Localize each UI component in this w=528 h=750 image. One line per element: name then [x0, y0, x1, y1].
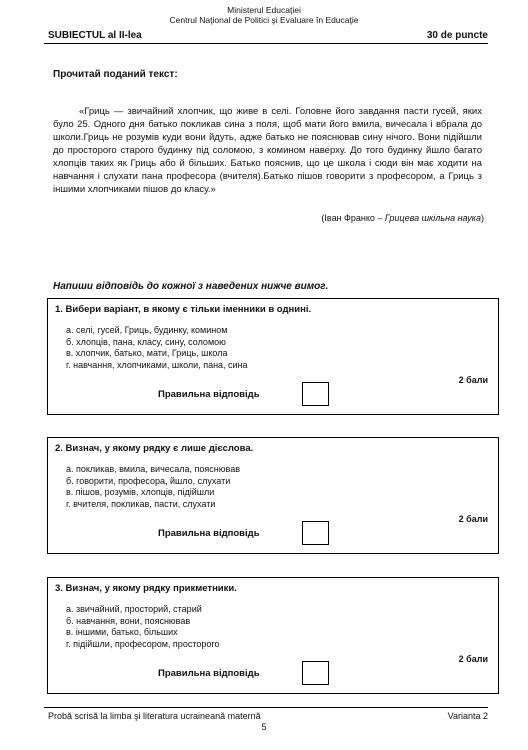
reading-passage: «Гриць — звичайний хлопчик, що живе в селі. Головне його завдання пасти гусей, яких було 25. Одного дня батько покликав сина з поля, щоб мати його вмила, вичесала і вбрала до школи.Гриць не розумів куди вони йдуть, адже батько не пояснював сину нічого. Вони підійшли до просторого старого будинку під соломою, з комином наверху. До того будинку йшло багато хлопців таких як Гриць або й більших. Батько пояснив, що це школа і сюди він має ходити на навчання і слухати пана професора (вчителя).Батько пішов говорити з професором, а Гриць з іншими хлопчиками пішов до класу.»	[53, 106, 482, 195]
passage-source	[321, 213, 484, 223]
option-list	[66, 604, 219, 650]
subject-points: 30 de puncte	[426, 30, 488, 41]
option-list	[66, 325, 248, 371]
ministry-name: Ministerul Educaţiei	[227, 5, 301, 15]
option-c: в. пішов, розумів, хлопців, підійшли	[66, 487, 215, 497]
footer-variant: Varianta 2	[447, 711, 488, 721]
option-a: а. селі, гусей, Гриць, будинку, комином	[66, 325, 228, 335]
footer-exam-title: Probă scrisă la limba şi literatura ucraineană maternă	[48, 711, 261, 721]
center-name: Centrul Naţional de Politici şi Evaluare în Educaţie	[169, 15, 359, 25]
source-author: (Іван Франко –	[321, 213, 385, 223]
option-d: г. навчання, хлопчиками, школи, пана, сина	[66, 359, 248, 370]
answer-box[interactable]	[302, 661, 329, 685]
option-d: г. підійшли, професором, просторого	[66, 638, 220, 649]
answer-label: Правильна відповідь	[158, 389, 260, 400]
option-list	[66, 464, 240, 510]
answer-label: Правильна відповідь	[158, 668, 260, 679]
question-box-2	[47, 437, 499, 554]
source-close: )	[481, 213, 484, 223]
option-c: в. іншими, батько, більших	[66, 627, 178, 637]
question-points: 2 бали	[458, 514, 488, 524]
question-title: 3. Визнач, у якому рядку прикметники.	[55, 583, 237, 594]
option-b: б. говорити, професора, йшло, слухати	[66, 475, 231, 486]
source-title: Грицева шкільна наука	[384, 213, 481, 223]
subject-title: SUBIECTUL al II-lea	[48, 30, 142, 41]
question-title: 2. Визнач, у якому рядку є лише дієслова.	[55, 443, 254, 454]
footer-rule	[44, 707, 488, 708]
task-instruction: Напиши відповідь до кожної з наведених нижче вимог.	[53, 281, 329, 292]
page-number: 5	[261, 722, 267, 732]
question-points: 2 бали	[458, 654, 488, 664]
option-d: г. вчителя, покликав, пасти, слухати	[66, 498, 216, 509]
answer-label: Правильна відповідь	[158, 528, 260, 539]
reading-prompt: Прочитай поданий текст:	[53, 69, 178, 80]
header-rule	[44, 43, 488, 44]
option-c: в. хлопчик, батько, мати, Гриць, школа	[66, 348, 228, 358]
question-points: 2 бали	[458, 375, 488, 385]
question-title: 1. Вибери варіант, в якому є тільки іменники в однині.	[55, 304, 312, 315]
option-b: б. хлопців, пана, класу, сину, соломою	[66, 336, 226, 347]
answer-box[interactable]	[302, 382, 329, 406]
question-box-3	[47, 577, 499, 694]
option-b: б. навчання, вони, пояснював	[66, 615, 191, 626]
option-a: а. звичайний, просторий, старий	[66, 604, 202, 614]
answer-box[interactable]	[302, 521, 329, 545]
option-a: а. покликав, вмила, вичесала, пояснював	[66, 464, 240, 474]
question-box-1	[47, 298, 499, 415]
